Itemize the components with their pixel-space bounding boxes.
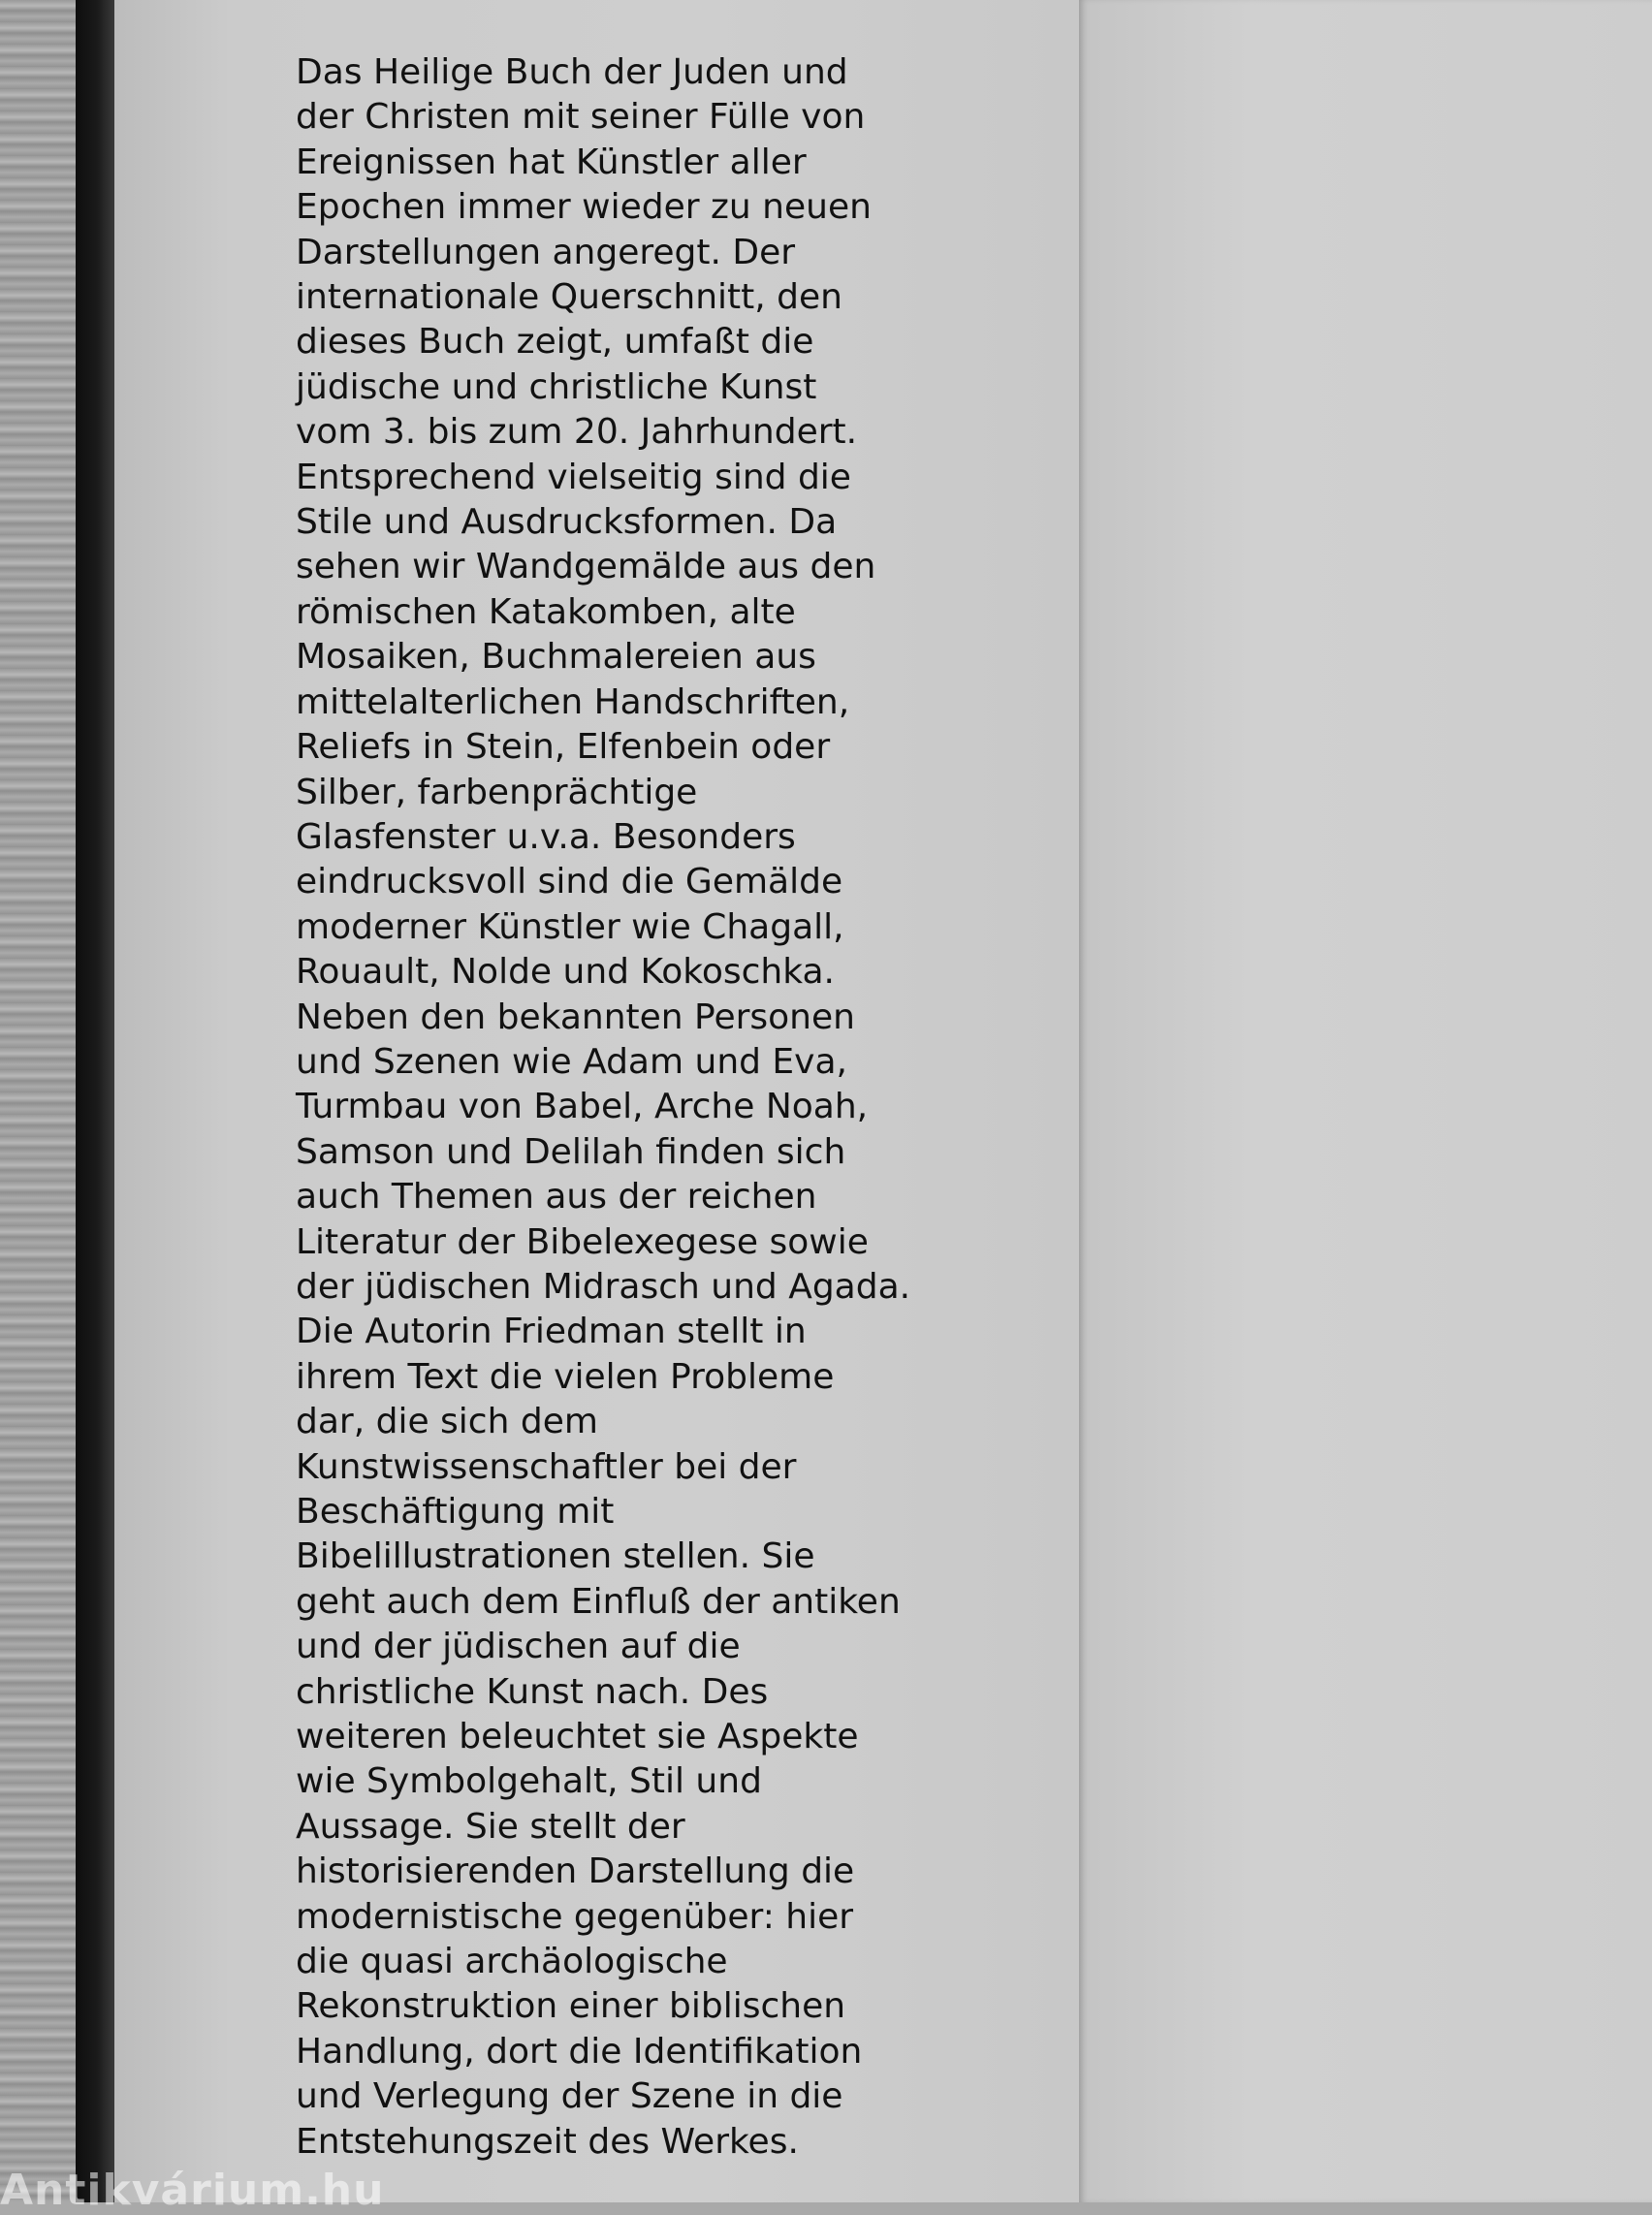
- watermark: Antikvárium.hu: [0, 2166, 385, 2215]
- facing-page: [1079, 0, 1652, 2202]
- wood-background: [0, 0, 76, 2202]
- book-spine-shadow: [76, 0, 114, 2202]
- blurb-text: Das Heilige Buch der Juden und der Christen mit seiner Fülle von Ereignissen hat Künstler aller Epochen immer wieder zu neuen Darstellungen angeregt. Der internationale Querschnitt, den dieses Buch zeigt, umfaßt die jüdische und christliche Kunst vom 3. bis zum 20. Jahrhundert. Entsprechend vielseitig sind die Stile und Ausdrucksformen. Da sehen wir Wandgemälde aus den römischen Katakomben, alte Mosaiken, Buchmalereien aus mittelalterlichen Handschriften, Reliefs in Stein, Elfenbein oder Silber, farbenprächtige Glasfenster u.v.a. Besonders eindrucksvoll sind die Gemälde moderner Künstler wie Chagall, Rouault, Nolde und Kokoschka. Neben den bekannten Personen und Szenen wie Adam und Eva, Turmbau von Babel, Arche Noah, Samson und Delilah finden sich auch Themen aus der reichen Literatur der Bibelexegese sowie der jüdischen Midrasch und Agada. Die Autorin Friedman stellt in ihrem Text die vielen Probleme dar, die sich dem Kunstwissenschaftler bei der Beschäftigung mit Bibelillustrationen stellen. Sie geht auch dem Einfluß der antiken und der jüdischen auf die christliche Kunst nach. Des weiteren beleuchtet sie Aspekte wie Symbolgehalt, Stil und Aussage. Sie stellt der historisierenden Darstellung die modernistische gegenüber: hier die quasi archäologische Rekonstruktion einer biblischen Handlung, dort die Identifikation und Verlegung der Szene in die Entstehungszeit des Werkes.: [296, 52, 911, 2162]
